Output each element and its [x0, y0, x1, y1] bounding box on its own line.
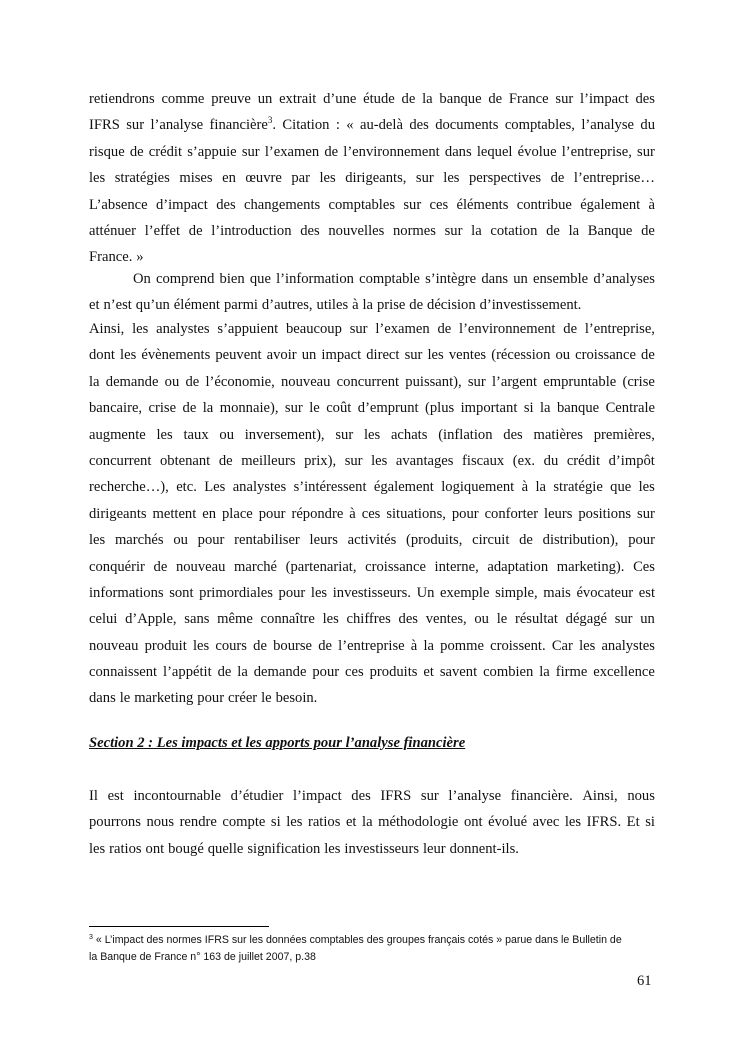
text-line: L’absence d’impact des changements comptables sur ces éléments contribue également à — [89, 196, 655, 213]
text-line: la demande ou de l’économie, nouveau concurrent puissant), sur l’argent empruntable (crise — [89, 373, 655, 390]
text-line: risque de crédit s’appuie sur l’examen de l’environnement dans lequel évolue l’entreprise, sur — [89, 143, 655, 160]
footnote-line — [89, 932, 655, 949]
text-line: conquérir de nouveau marché (partenariat, croissance interne, adaptation marketing). Ces — [89, 558, 655, 575]
text-segment: financière$^3$. — [210, 112, 277, 138]
text-segment: : — [335, 117, 340, 134]
text-segment: documents — [435, 117, 499, 134]
text-segment: comptables, — [504, 117, 575, 134]
footnote — [89, 932, 655, 966]
page-number: 61 — [637, 973, 652, 989]
paragraph-analysts — [89, 316, 655, 712]
footnote-text: « L’impact des normes IFRS sur les données comptables des groupes français cotés » parue dans le Bulletin de — [95, 934, 622, 946]
text-line: recherche…), etc. Les analystes s’intéressent également logiquement à la stratégie que les — [89, 479, 655, 496]
text-line: concurrent obtenant de meilleurs prix), sur les avantages fiscaux (ex. du crédit d’impôt — [89, 452, 655, 469]
text-segment: l’analyse — [581, 117, 635, 134]
footnote-separator — [89, 926, 269, 927]
text-segment: Citation — [282, 117, 330, 134]
footnote-line: la Banque de France n° 163 de juillet 2007, p.38 — [89, 951, 316, 963]
text-segment: au-delà — [359, 117, 403, 134]
text-line: les ratios ont bougé quelle signification les investisseurs leur donnent-ils. — [89, 840, 519, 857]
text-segment: des — [409, 117, 429, 134]
text-segment: l’analyse — [150, 117, 204, 134]
paragraph-information — [89, 266, 655, 319]
text-line: les stratégies mises en œuvre par les dirigeants, sur les perspectives de l’entreprise… — [89, 170, 655, 187]
text-line-with-footnote-ref — [89, 112, 655, 138]
text-line: pourrons nous rendre compte si les ratios et la méthodologie ont évolué avec les IFRS. Et si — [89, 814, 655, 831]
text-line: dans le marketing pour créer le besoin. — [89, 690, 318, 707]
text-line: Il est incontournable d’étudier l’impact des IFRS sur l’analyse financière. Ainsi, nous — [89, 788, 655, 804]
text-line: dont les évènements peuvent avoir un impact direct sur les ventes (récession ou croissance de — [89, 347, 655, 364]
section-heading: Section 2 : Les impacts et les apports pour l’analyse financière — [89, 735, 466, 751]
text-line: atténuer l’effet de l’introduction des nouvelles normes sur la cotation de la Banque de — [89, 222, 655, 239]
paragraph-citation — [89, 86, 655, 271]
text-segment: IFRS — [89, 117, 120, 134]
text-line: On comprend bien que l’information comptable s’intègre dans un ensemble d’analyses — [133, 271, 655, 287]
text-line: et n’est qu’un élément parmi d’autres, utiles à la prise de décision d’investissement. — [89, 297, 582, 314]
text-line: retiendrons comme preuve un extrait d’une étude de la banque de France sur l’impact des — [89, 91, 655, 107]
text-segment: sur — [126, 117, 145, 134]
text-line: France. » — [89, 249, 144, 266]
text-line: augmente les taux ou inversement), sur les achats (inflation des matières premières, — [89, 426, 655, 443]
text-line: connaissent l’appétit de la demande pour ces produits et savent combien la firme excellence — [89, 664, 655, 681]
text-segment: du — [640, 117, 655, 134]
text-word: financière — [209, 117, 268, 134]
text-line: bancaire, crise de la monnaie), sur le coût d’emprunt (plus important si la banque Centrale — [89, 400, 655, 417]
text-line: les marchés ou pour rentabiliser leurs activités (produits, circuit de distribution), pour — [89, 532, 655, 549]
text-segment: « — [346, 117, 354, 134]
text-line: informations sont primordiales pour les investisseurs. Un exemple simple, mais évocateur est — [89, 584, 655, 601]
text-line: nouveau produit les cours de bourse de l’entreprise à la pomme croissent. Car les analystes — [89, 637, 655, 654]
text-line: celui d’Apple, sans même connaître les chiffres des ventes, ou le résultat dégagé sur un — [89, 611, 655, 628]
text-line: Ainsi, les analystes s’appuient beaucoup sur l’examen de l’environnement de l’entreprise, — [89, 321, 655, 337]
footnote-number: 3 — [89, 934, 93, 941]
footnote-ref: 3 — [267, 115, 273, 126]
paragraph-ifrs-impact — [89, 783, 655, 862]
text-line: dirigeants mettent en place pour répondre à ces situations, pour conforter leurs positions sur — [89, 505, 655, 522]
